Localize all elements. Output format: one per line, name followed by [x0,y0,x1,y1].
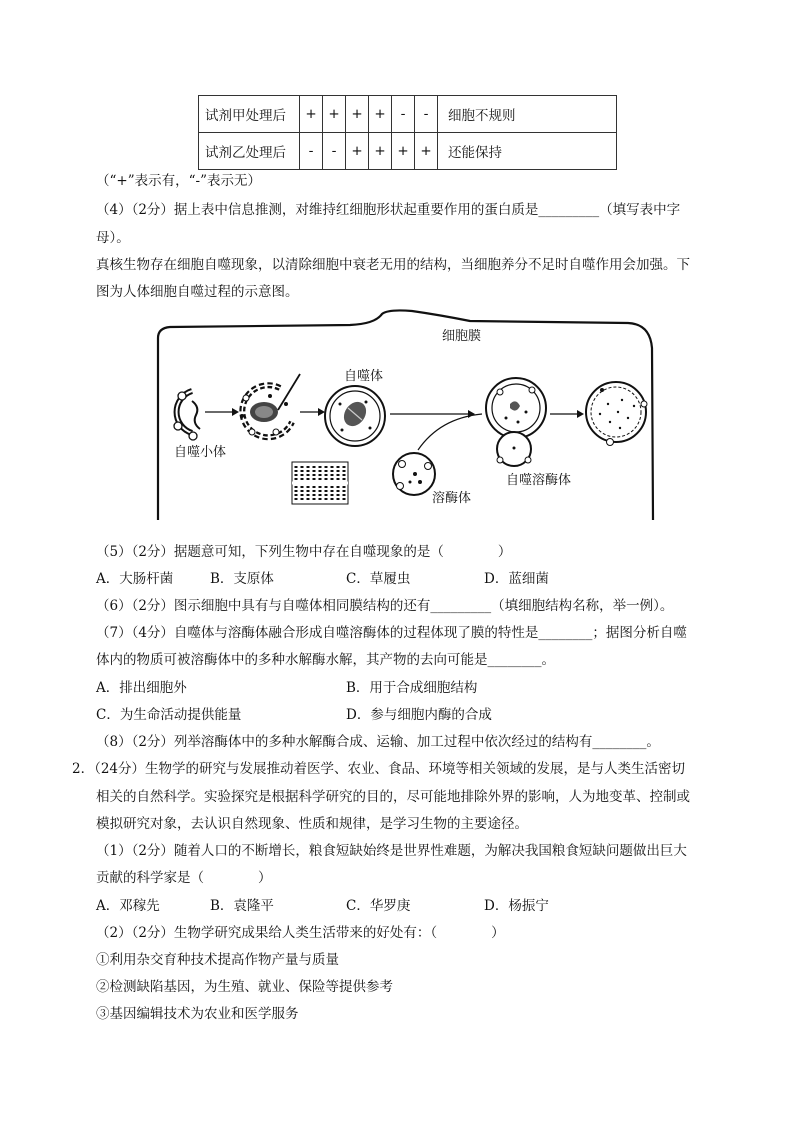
q7-line1: （7）（4分）自噬体与溶酶体融合形成自噬溶酶体的过程体现了膜的特性是________；据图分析自噬 [96,625,687,641]
p2q2-item-1: ①利用杂交育种技术提高作物产量与质量 [96,952,339,968]
q7-line2: 体内的物质可被溶酶体中的多种水解酶水解，其产物的去向可能是________。 [96,652,555,668]
symbol-cell: + [369,133,392,170]
q4-line1: （4）（2分）据上表中信息推测，对维持红细胞形状起重要作用的蛋白质是_________（填写表中字 [96,202,681,218]
small-autophagosome-label: 自噬小体 [174,445,227,460]
p2q1-option-b[interactable]: B．袁隆平 [210,898,274,914]
q6-stem: （6）（2分）图示细胞中具有与自噬体相同膜结构的还有_________（填细胞结构名称，举一例）。 [96,598,674,614]
p2q1-option-a[interactable]: A．邓稼先 [96,898,160,914]
q4-line2: 母）。 [96,230,130,246]
q5-option-d[interactable]: D．蓝细菌 [484,571,549,587]
degradation-vesicle-icon [586,382,647,446]
symbol-cell: + [300,96,323,133]
autolysosome-icon [486,378,546,466]
intro-line1: 真核生物存在细胞自噬现象，以清除细胞中衰老无用的结构，当细胞养分不足时自噬作用会加强。下 [96,257,690,273]
q7-option-c[interactable]: C．为生命活动提供能量 [96,707,242,723]
row-label: 试剂乙处理后 [199,133,300,170]
symbol-cell: + [415,133,438,170]
autolysosome-label: 自噬溶酶体 [506,473,572,488]
symbol-cell: - [415,96,438,133]
curved-arrow [418,414,482,450]
p2-line1: 2．（24分）生物学的研究与发展推动着医学、农业、食品、环境等相关领域的发展，是与人类生活密切 [72,761,686,777]
symbol-cell: + [369,96,392,133]
intro-line2: 图为人体细胞自噬过程的示意图。 [96,284,299,300]
result-cell: 还能保持 [438,133,617,170]
p2q2-item-2: ②检测缺陷基因，为生殖、就业、保险等提供参考 [96,979,393,995]
p2-line3: 模拟研究对象，去认识自然现象、性质和规律，是学习生物的主要途径。 [96,816,528,832]
table-row [199,96,617,133]
symbol-cell: - [323,133,346,170]
result-cell: 细胞不规则 [438,96,617,133]
p2-line2: 相关的自然科学。实验探究是根据科学研究的目的，尽可能地排除外界的影响，人为地变革、控制或 [96,789,690,805]
p2q1-line1: （1）（2分）随着人口的不断增长，粮食短缺始终是世界性难题，为解决我国粮食短缺问题做出巨大 [96,843,687,859]
engulfing-vesicle-icon [240,374,300,437]
p2q1-option-d[interactable]: D．杨振宁 [484,898,549,914]
arrow-icon [300,408,325,416]
q7-option-b[interactable]: B．用于合成细胞结构 [346,680,478,696]
autophagy-figure [150,308,670,526]
p2q2-item-3: ③基因编辑技术为农业和医学服务 [96,1006,299,1022]
lysosome-label: 溶酶体 [432,491,472,506]
mitochondria-icon [292,462,348,504]
q5-option-a[interactable]: A．大肠杆菌 [96,571,174,587]
symbol-cell: + [346,96,369,133]
symbol-cell: - [300,133,323,170]
row-label: 试剂甲处理后 [199,96,300,133]
arrow-icon [205,408,239,416]
q7-option-d[interactable]: D．参与细胞内酶的合成 [346,707,492,723]
phagophore-icon [174,391,200,440]
table-row [199,133,617,170]
lysosome-icon [393,453,435,495]
symbol-cell: + [346,133,369,170]
autophagosome-icon [325,386,385,446]
q5-option-c[interactable]: C．草履虫 [346,571,411,587]
membrane-label: 细胞膜 [442,329,482,344]
arrow-icon [550,410,584,418]
q5-option-b[interactable]: B．支原体 [210,571,274,587]
p2q1-line2: 贡献的科学家是（ ） [96,870,272,886]
arrow-icon [390,410,475,418]
p2q2-stem: （2）（2分）生物学研究成果给人类生活带来的好处有：（ ） [96,925,505,941]
symbol-cell: + [392,133,415,170]
q5-stem: （5）（2分）据题意可知，下列生物中存在自噬现象的是（ ） [96,544,512,560]
table-note: （“+”表示有，“-”表示无） [96,173,261,189]
q8-stem: （8）（2分）列举溶酶体中的多种水解酶合成、运输、加工过程中依次经过的结构有________。 [96,734,660,750]
reagent-table [198,95,617,170]
symbol-cell: - [392,96,415,133]
q7-option-a[interactable]: A．排出细胞外 [96,680,187,696]
p2q1-option-c[interactable]: C．华罗庚 [346,898,411,914]
autophagosome-label: 自噬体 [344,369,384,384]
symbol-cell: + [323,96,346,133]
